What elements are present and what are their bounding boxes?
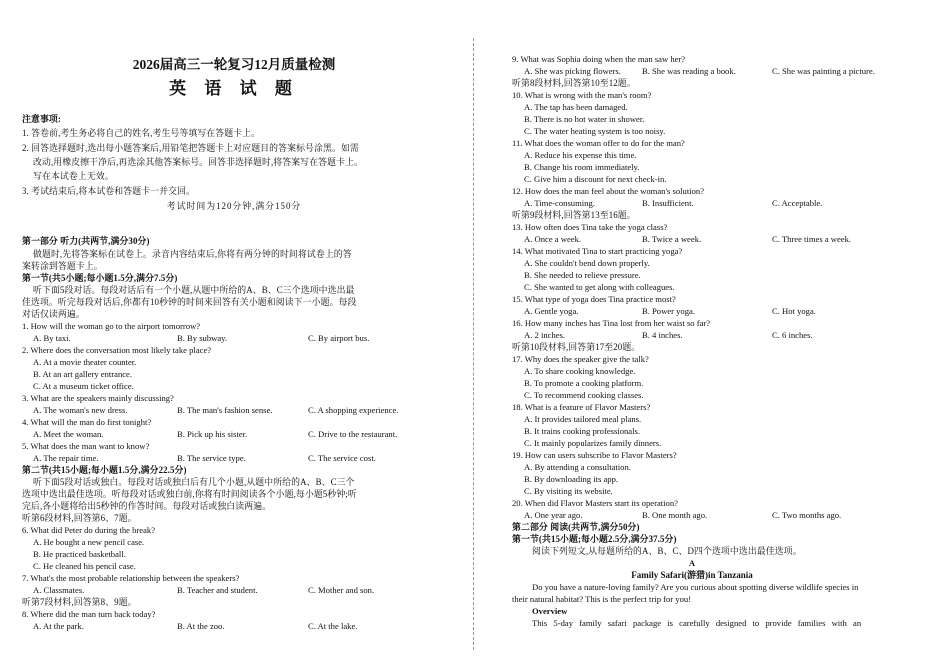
question-text: 5. What does the man want to know? bbox=[22, 441, 150, 451]
part1-intro: 案转涂到答题卡上。 bbox=[22, 261, 103, 271]
option-a: A. Classmates. bbox=[33, 585, 85, 595]
option-c: C. It mainly popularizes family dinners. bbox=[524, 438, 662, 448]
section1-heading: 第一节(共5小题;每小题1.5分,满分7.5分) bbox=[22, 273, 178, 283]
option-b: B. By downloading its app. bbox=[524, 474, 619, 484]
option-b: B. He practiced basketball. bbox=[33, 549, 126, 559]
question-text: 3. What are the speakers mainly discussing? bbox=[22, 393, 174, 403]
option-c: C. She wanted to get along with colleagues. bbox=[524, 282, 675, 292]
column-divider bbox=[473, 38, 474, 650]
question-text: 19. How can users subscribe to Flavor Masters? bbox=[512, 450, 677, 460]
option-b: B. Change his room immediately. bbox=[524, 162, 640, 172]
question-text: 9. What was Sophia doing when the man saw her? bbox=[512, 54, 686, 64]
material-note: 听第10段材料,回答第17至20题。 bbox=[512, 342, 641, 352]
section1-intro: 佳选项。听完每段对话后,你都有10秒钟的时间来回答有关小题和阅读下一小题。每段 bbox=[22, 297, 357, 307]
option-c: C. At the lake. bbox=[308, 621, 358, 631]
option-c: C. Drive to the restaurant. bbox=[308, 429, 398, 439]
option-c: C. 6 inches. bbox=[772, 330, 813, 340]
question-text: 20. When did Flavor Masters start its operation? bbox=[512, 498, 678, 508]
option-c: C. Mother and son. bbox=[308, 585, 375, 595]
option-b: B. There is no hot water in shower. bbox=[524, 114, 645, 124]
question-text: 12. How does the man feel about the woman's solution? bbox=[512, 186, 705, 196]
question-text: 14. What motivated Tina to start practicing yoga? bbox=[512, 246, 683, 256]
question-text: 4. What will the man do first tonight? bbox=[22, 417, 152, 427]
option-b: B. She was reading a book. bbox=[642, 66, 736, 76]
option-c: C. She was painting a picture. bbox=[772, 66, 875, 76]
option-b: B. One month ago. bbox=[642, 510, 708, 520]
passage-label: A bbox=[688, 558, 696, 568]
left-column bbox=[0, 0, 468, 672]
option-c: C. The water heating system is too noisy. bbox=[524, 126, 666, 136]
question-text: 7. What's the most probable relationship between the speakers? bbox=[22, 573, 240, 583]
option-a: A. It provides tailored meal plans. bbox=[524, 414, 642, 424]
notice-heading: 注意事项: bbox=[22, 114, 61, 124]
material-note: 听第7段材料,回答第8、9题。 bbox=[22, 597, 137, 607]
option-c: C. Give him a discount for next check-in. bbox=[524, 174, 667, 184]
passage-text: Do you have a nature-loving family? Are you curious about spotting diverse wildlife species in bbox=[532, 582, 859, 592]
material-note: 听第6段材料,回答第6、7题。 bbox=[22, 513, 137, 523]
option-a: A. The woman's new dress. bbox=[33, 405, 128, 415]
option-a: A. Gentle yoga. bbox=[524, 306, 579, 316]
option-b: B. At the zoo. bbox=[177, 621, 225, 631]
notice-line: 3. 考试结束后,将本试卷和答题卡一并交回。 bbox=[22, 186, 196, 196]
passage-subheading: Overview bbox=[532, 606, 568, 616]
option-c: C. The service cost. bbox=[308, 453, 376, 463]
option-c: C. By airport bus. bbox=[308, 333, 370, 343]
part1-heading: 第一部分 听力(共两节,满分30分) bbox=[22, 236, 150, 246]
option-b: B. By subway. bbox=[177, 333, 228, 343]
section2-intro: 完后,各小题将给出5秒钟的作答时间。每段对话或独白读两遍。 bbox=[22, 501, 272, 511]
part1-intro: 做题时,先将答案标在试卷上。录音内容结束后,你将有两分钟的时间将试卷上的答 bbox=[33, 249, 352, 259]
question-text: 10. What is wrong with the man's room? bbox=[512, 90, 652, 100]
exam-time: 考试时间为120分钟,满分150分 bbox=[166, 201, 302, 211]
exam-subtitle: 英 语 试 题 bbox=[169, 79, 299, 98]
option-b: B. The service type. bbox=[177, 453, 246, 463]
option-a: A. At the park. bbox=[33, 621, 84, 631]
option-b: B. Insufficient. bbox=[642, 198, 694, 208]
option-b: B. The man's fashion sense. bbox=[177, 405, 273, 415]
exam-title: 2026届高三一轮复习12月质量检测 bbox=[132, 57, 336, 72]
part2-heading: 第二部分 阅读(共两节,满分50分) bbox=[512, 522, 640, 532]
option-c: C. To recommend cooking classes. bbox=[524, 390, 644, 400]
option-b: B. She needed to relieve pressure. bbox=[524, 270, 641, 280]
notice-line: 改动,用橡皮擦干净后,再选涂其他答案标号。回答非选择题时,将答案写在答题卡上。 bbox=[33, 157, 364, 167]
passage-title: Family Safari(游猎)in Tanzania bbox=[631, 570, 753, 580]
option-a: A. 2 inches. bbox=[524, 330, 566, 340]
option-b: B. It trains cooking professionals. bbox=[524, 426, 640, 436]
notice-line: 1. 答卷前,考生务必将自己的姓名,考生号等填写在答题卡上。 bbox=[22, 128, 261, 138]
option-a: A. Reduce his expense this time. bbox=[524, 150, 637, 160]
option-a: A. He bought a new pencil case. bbox=[33, 537, 145, 547]
part2-intro: 阅读下列短文,从每题所给的A、B、C、D四个选项中选出最佳选项。 bbox=[532, 546, 802, 556]
option-c: C. Three times a week. bbox=[772, 234, 852, 244]
question-text: 13. How often does Tina take the yoga class? bbox=[512, 222, 668, 232]
option-b: B. 4 inches. bbox=[642, 330, 683, 340]
option-c: C. Hot yoga. bbox=[772, 306, 816, 316]
question-text: 11. What does the woman offer to do for the man? bbox=[512, 138, 685, 148]
question-text: 16. How many inches has Tina lost from her waist so far? bbox=[512, 318, 711, 328]
option-a: A. The tap has been damaged. bbox=[524, 102, 628, 112]
question-text: 8. Where did the man turn back today? bbox=[22, 609, 156, 619]
material-note: 听第8段材料,回答第10至12题。 bbox=[512, 78, 636, 88]
option-b: B. At an art gallery entrance. bbox=[33, 369, 133, 379]
option-a: A. By taxi. bbox=[33, 333, 71, 343]
option-a: A. Time-consuming. bbox=[524, 198, 595, 208]
question-text: 18. What is a feature of Flavor Masters? bbox=[512, 402, 651, 412]
question-text: 17. Why does the speaker give the talk? bbox=[512, 354, 649, 364]
option-b: B. Power yoga. bbox=[642, 306, 695, 316]
option-a: A. She was picking flowers. bbox=[524, 66, 621, 76]
option-a: A. Once a week. bbox=[524, 234, 582, 244]
question-text: 1. How will the woman go to the airport tomorrow? bbox=[22, 321, 201, 331]
option-a: A. The repair time. bbox=[33, 453, 99, 463]
option-b: B. Twice a week. bbox=[642, 234, 702, 244]
option-c: C. Acceptable. bbox=[772, 198, 823, 208]
option-a: A. One year ago. bbox=[524, 510, 583, 520]
option-b: B. To promote a cooking platform. bbox=[524, 378, 644, 388]
question-text: 2. Where does the conversation most likely take place? bbox=[22, 345, 212, 355]
option-a: A. By attending a consultation. bbox=[524, 462, 631, 472]
option-a: A. To share cooking knowledge. bbox=[524, 366, 636, 376]
part2-section1-heading: 第一节(共15小题;每小题2.5分,满分37.5分) bbox=[512, 534, 677, 544]
section2-intro: 听下面5段对话或独白。每段对话或独白后有几个小题,从题中所给的A、B、C三个 bbox=[33, 477, 355, 487]
section2-intro: 选项中选出最佳选项。听每段对话或独白前,你将有时间阅读各个小题,每小题5秒钟;听 bbox=[22, 489, 357, 499]
option-c: C. Two months ago. bbox=[772, 510, 842, 520]
question-text: 15. What type of yoga does Tina practice most? bbox=[512, 294, 676, 304]
right-column bbox=[482, 0, 950, 672]
option-b: B. Pick up his sister. bbox=[177, 429, 248, 439]
option-c: C. He cleaned his pencil case. bbox=[33, 561, 136, 571]
section1-intro: 对话仅读两遍。 bbox=[22, 309, 85, 319]
option-c: C. A shopping experience. bbox=[308, 405, 399, 415]
notice-line: 写在本试卷上无效。 bbox=[33, 171, 114, 181]
option-b: B. Teacher and student. bbox=[177, 585, 258, 595]
notice-line: 2. 回答选择题时,选出每小题答案后,用铅笔把答题卡上对应题目的答案标号涂黑。如需 bbox=[22, 143, 359, 153]
material-note: 听第9段材料,回答第13至16题。 bbox=[512, 210, 636, 220]
section2-heading: 第二节(共15小题;每小题1.5分,满分22.5分) bbox=[22, 465, 187, 475]
passage-text: This 5-day family safari package is carefully designed to provide families with an bbox=[532, 618, 862, 628]
option-c: C. By visiting its website. bbox=[524, 486, 613, 496]
passage-text: their natural habitat? This is the perfect trip for you! bbox=[512, 594, 692, 604]
option-a: A. At a movie theater counter. bbox=[33, 357, 137, 367]
question-text: 6. What did Peter do during the break? bbox=[22, 525, 156, 535]
option-c: C. At a museum ticket office. bbox=[33, 381, 134, 391]
option-a: A. Meet the woman. bbox=[33, 429, 104, 439]
option-a: A. She couldn't bend down properly. bbox=[524, 258, 650, 268]
section1-intro: 听下面5段对话。每段对话后有一个小题,从题中所给的A、B、C三个选项中选出最 bbox=[33, 285, 355, 295]
